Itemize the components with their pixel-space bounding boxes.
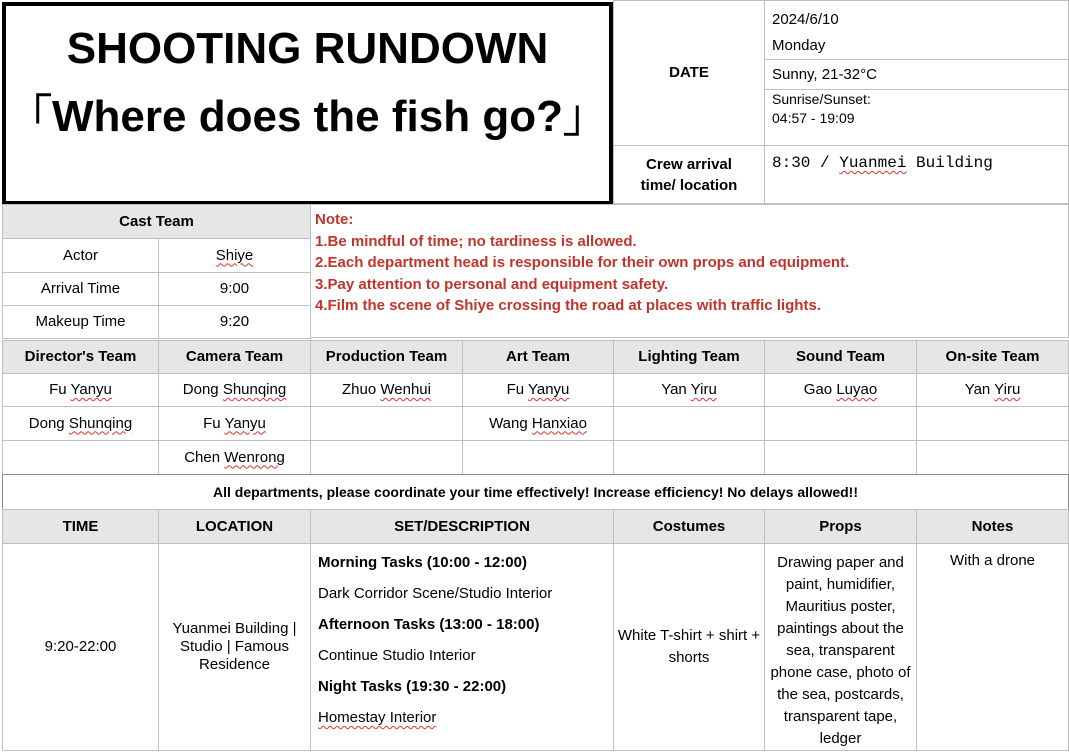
film-title: 「Where does the fish go?」 [8, 92, 607, 141]
team-header-sound-team: Sound Team [764, 340, 917, 374]
team-member-cell [916, 406, 1069, 441]
document-title: SHOOTING RUNDOWN [66, 24, 549, 73]
schedule-header-costumes: Costumes [613, 509, 765, 544]
team-member-name: Fu Yanyu [203, 414, 266, 432]
cast-label-arrival: Arrival Time [2, 272, 159, 306]
location-text: Yuanmei Building | Studio | Famous Residence [172, 620, 297, 673]
team-member-cell [916, 440, 1069, 475]
team-member-cell [764, 406, 917, 441]
note-item: 3.Pay attention to personal and equipment safety. [315, 275, 669, 293]
team-member-name: Dong Shunqing [182, 381, 287, 398]
sun-times: 04:57 - 19:09 [772, 110, 855, 126]
team-header-on-site-team: On-site Team [916, 340, 1069, 374]
schedule-header-props: Props [764, 509, 917, 544]
team-member-cell [916, 373, 1069, 407]
sun-label: Sunrise/Sunset: [772, 91, 871, 107]
cast-value-makeup: 9:20 [158, 305, 311, 339]
crew-arrival-label [613, 145, 765, 204]
crew-arrival-place: Yuanmei [839, 154, 907, 172]
notes-heading: Note: [315, 211, 354, 228]
task-description: Dark Corridor Scene/Studio Interior [318, 585, 553, 602]
actor-name: Shiye [215, 246, 254, 264]
crew-arrival-label-line2: time/ location [640, 176, 738, 194]
team-member-cell [2, 373, 159, 407]
schedule-header-location: LOCATION [158, 509, 311, 544]
weather-value: Sunny, 21-32°C [764, 59, 1069, 90]
cast-label-makeup: Makeup Time [2, 305, 159, 339]
date-value: 2024/6/10 [772, 11, 839, 28]
schedule-header-time: TIME [2, 509, 159, 544]
task-title: Afternoon Tasks (13:00 - 18:00) [318, 616, 540, 633]
task-title: Night Tasks (19:30 - 22:00) [318, 678, 507, 695]
weekday-value: Monday [772, 37, 826, 54]
team-header-director-s-team: Director's Team [2, 340, 159, 374]
team-member-cell [613, 440, 765, 475]
team-header-art-team: Art Team [462, 340, 614, 374]
team-member-cell [764, 440, 917, 475]
team-member-cell [462, 406, 614, 441]
task-title: Morning Tasks (10:00 - 12:00) [318, 554, 527, 571]
task-description-text: Homestay Interior [318, 709, 437, 726]
schedule-description [310, 543, 614, 751]
schedule-location [158, 543, 311, 751]
date-label: DATE [613, 0, 765, 146]
team-member-cell [310, 440, 463, 475]
crew-arrival-value [764, 145, 1069, 204]
date-cell [764, 0, 1069, 60]
schedule-notes: With a drone [916, 543, 1069, 751]
team-member-name: Gao Luyao [803, 381, 878, 398]
cast-value-actor [158, 238, 311, 273]
team-member-name: Fu Yanyu [506, 381, 570, 398]
team-header-production-team: Production Team [310, 340, 463, 374]
schedule-time: 9:20-22:00 [2, 543, 159, 751]
team-member-cell [613, 406, 765, 441]
schedule-header-notes: Notes [916, 509, 1069, 544]
schedule-costumes: White T-shirt + shirt + shorts [613, 543, 765, 751]
crew-arrival-label-line1: Crew arrival [646, 155, 732, 173]
crew-arrival-time: 8:30 / [772, 154, 840, 172]
team-member-name: Chen Wenrong [184, 448, 285, 466]
schedule-props: Drawing paper and paint, humidifier, Mauritius poster, paintings about the sea, transparent phone case, photo of the sea, postcards, transparent tape, ledger [764, 543, 917, 751]
team-member-cell [2, 440, 159, 475]
team-member-cell [462, 440, 614, 475]
note-item: 4.Film the scene of Shiye crossing the road at places with traffic lights. [315, 297, 821, 314]
team-header-camera-team: Camera Team [158, 340, 311, 374]
note-item: 2.Each department head is responsible for their own props and equipment. [315, 254, 850, 271]
task-description: Continue Studio Interior [318, 647, 476, 664]
team-member-name: Yan Yiru [964, 381, 1021, 398]
team-member-cell [310, 373, 463, 407]
team-member-name: Dong Shunqing [28, 414, 133, 432]
team-member-name: Zhuo Wenhui [342, 381, 431, 398]
team-member-cell [158, 440, 311, 475]
notes-block [310, 204, 1069, 338]
team-member-name: Yan Yiru [661, 381, 717, 398]
cast-team-header: Cast Team [2, 204, 311, 239]
team-member-name: Fu Yanyu [49, 381, 112, 398]
team-member-cell [158, 406, 311, 441]
team-member-cell [2, 406, 159, 441]
team-member-cell [158, 373, 311, 407]
team-member-cell [310, 406, 463, 441]
crew-arrival-place-suffix: Building [906, 154, 993, 172]
cast-value-arrival: 9:00 [158, 272, 311, 306]
team-member-cell [613, 373, 765, 407]
cast-label-actor: Actor [2, 238, 159, 273]
note-item: 1.Be mindful of time; no tardiness is allowed. [315, 232, 637, 250]
title-box [2, 2, 613, 205]
schedule-header-set-description: SET/DESCRIPTION [310, 509, 614, 544]
coordination-banner: All departments, please coordinate your time effectively! Increase efficiency! No delays allowed!! [2, 474, 1069, 510]
team-member-cell [764, 373, 917, 407]
sun-cell [764, 89, 1069, 146]
team-member-name: Wang Hanxiao [489, 414, 587, 432]
task-description [318, 702, 552, 733]
team-member-cell [462, 373, 614, 407]
team-header-lighting-team: Lighting Team [613, 340, 765, 374]
